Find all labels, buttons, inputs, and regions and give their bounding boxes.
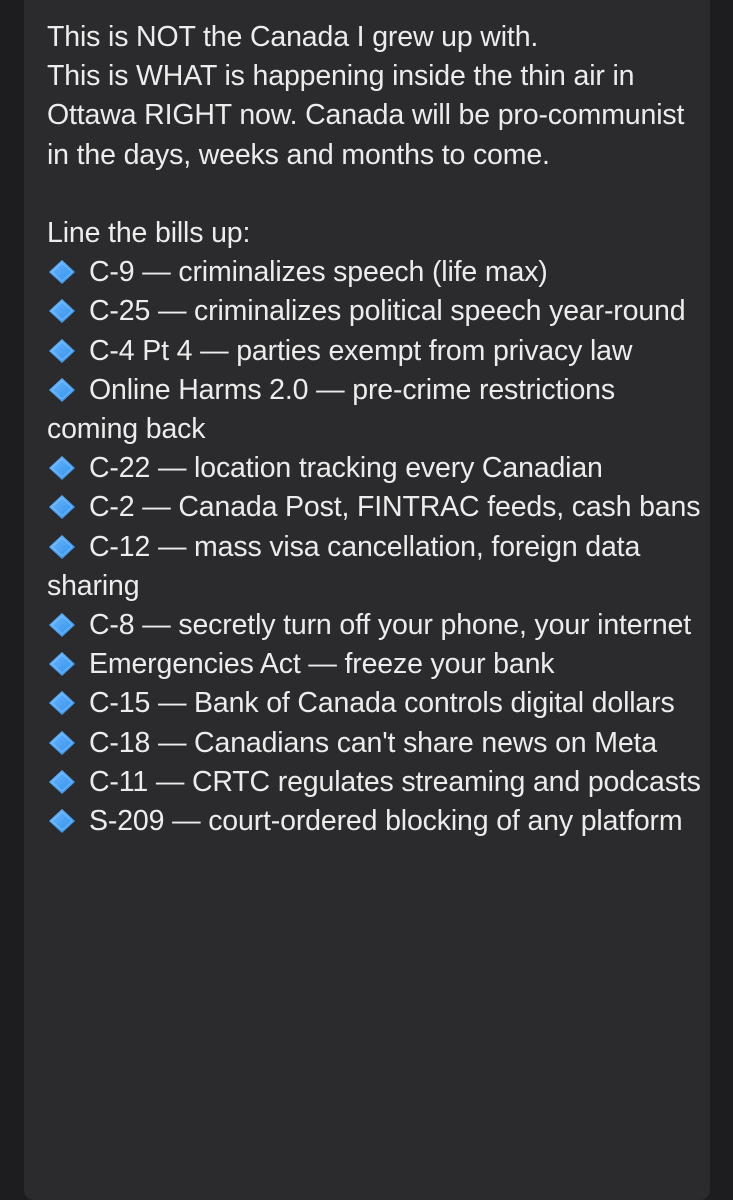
bill-text: C-12 — mass visa cancellation, foreign data sharing <box>47 530 641 602</box>
list-item <box>47 449 707 488</box>
message-text <box>47 18 707 841</box>
bill-text: C-4 Pt 4 — parties exempt from privacy law <box>89 334 633 367</box>
bill-text: Online Harms 2.0 — pre-crime restrictions coming back <box>47 373 615 446</box>
paragraph-gap <box>47 175 707 214</box>
bill-text: C-11 — CRTC regulates streaming and podcasts <box>89 765 701 798</box>
list-item <box>47 488 707 527</box>
list-item <box>47 684 707 723</box>
intro-line: This is NOT the Canada I grew up with. <box>47 21 539 53</box>
blue-diamond-icon <box>47 690 77 716</box>
blue-diamond-icon <box>47 377 77 403</box>
list-item <box>47 528 707 606</box>
blue-diamond-icon <box>47 808 77 834</box>
blue-diamond-icon <box>47 730 77 756</box>
list-item <box>47 606 707 645</box>
bill-text: C-9 — criminalizes speech (life max) <box>89 256 548 289</box>
blue-diamond-icon <box>47 338 77 364</box>
list-item <box>47 253 707 292</box>
list-item <box>47 802 707 841</box>
bill-text: C-22 — location tracking every Canadian <box>89 452 603 485</box>
list-item <box>47 724 707 763</box>
bill-text: C-2 — Canada Post, FINTRAC feeds, cash bans <box>89 491 701 524</box>
blue-diamond-icon <box>47 494 77 520</box>
blue-diamond-icon <box>47 259 77 285</box>
bill-text: C-18 — Canadians can't share news on Meta <box>89 726 658 759</box>
bill-text: C-15 — Bank of Canada controls digital dollars <box>89 687 675 720</box>
bill-text: C-25 — criminalizes political speech year-round <box>89 295 686 328</box>
intro-line: This is WHAT is happening inside the thin air in Ottawa RIGHT now. Canada will be pro-communist in the days, weeks and months to come. <box>47 60 685 171</box>
list-heading: Line the bills up: <box>47 217 251 249</box>
bill-text: Emergencies Act — freeze your bank <box>89 648 555 681</box>
blue-diamond-icon <box>47 534 77 560</box>
list-item <box>47 332 707 371</box>
blue-diamond-icon <box>47 455 77 481</box>
bill-text: C-8 — secretly turn off your phone, your internet <box>89 609 692 642</box>
bill-list <box>47 253 707 841</box>
blue-diamond-icon <box>47 769 77 795</box>
list-item <box>47 371 707 449</box>
blue-diamond-icon <box>47 298 77 324</box>
list-item <box>47 645 707 684</box>
list-item <box>47 292 707 331</box>
list-item <box>47 763 707 802</box>
bill-text: S-209 — court-ordered blocking of any platform <box>89 805 683 838</box>
blue-diamond-icon <box>47 651 77 677</box>
blue-diamond-icon <box>47 612 77 638</box>
